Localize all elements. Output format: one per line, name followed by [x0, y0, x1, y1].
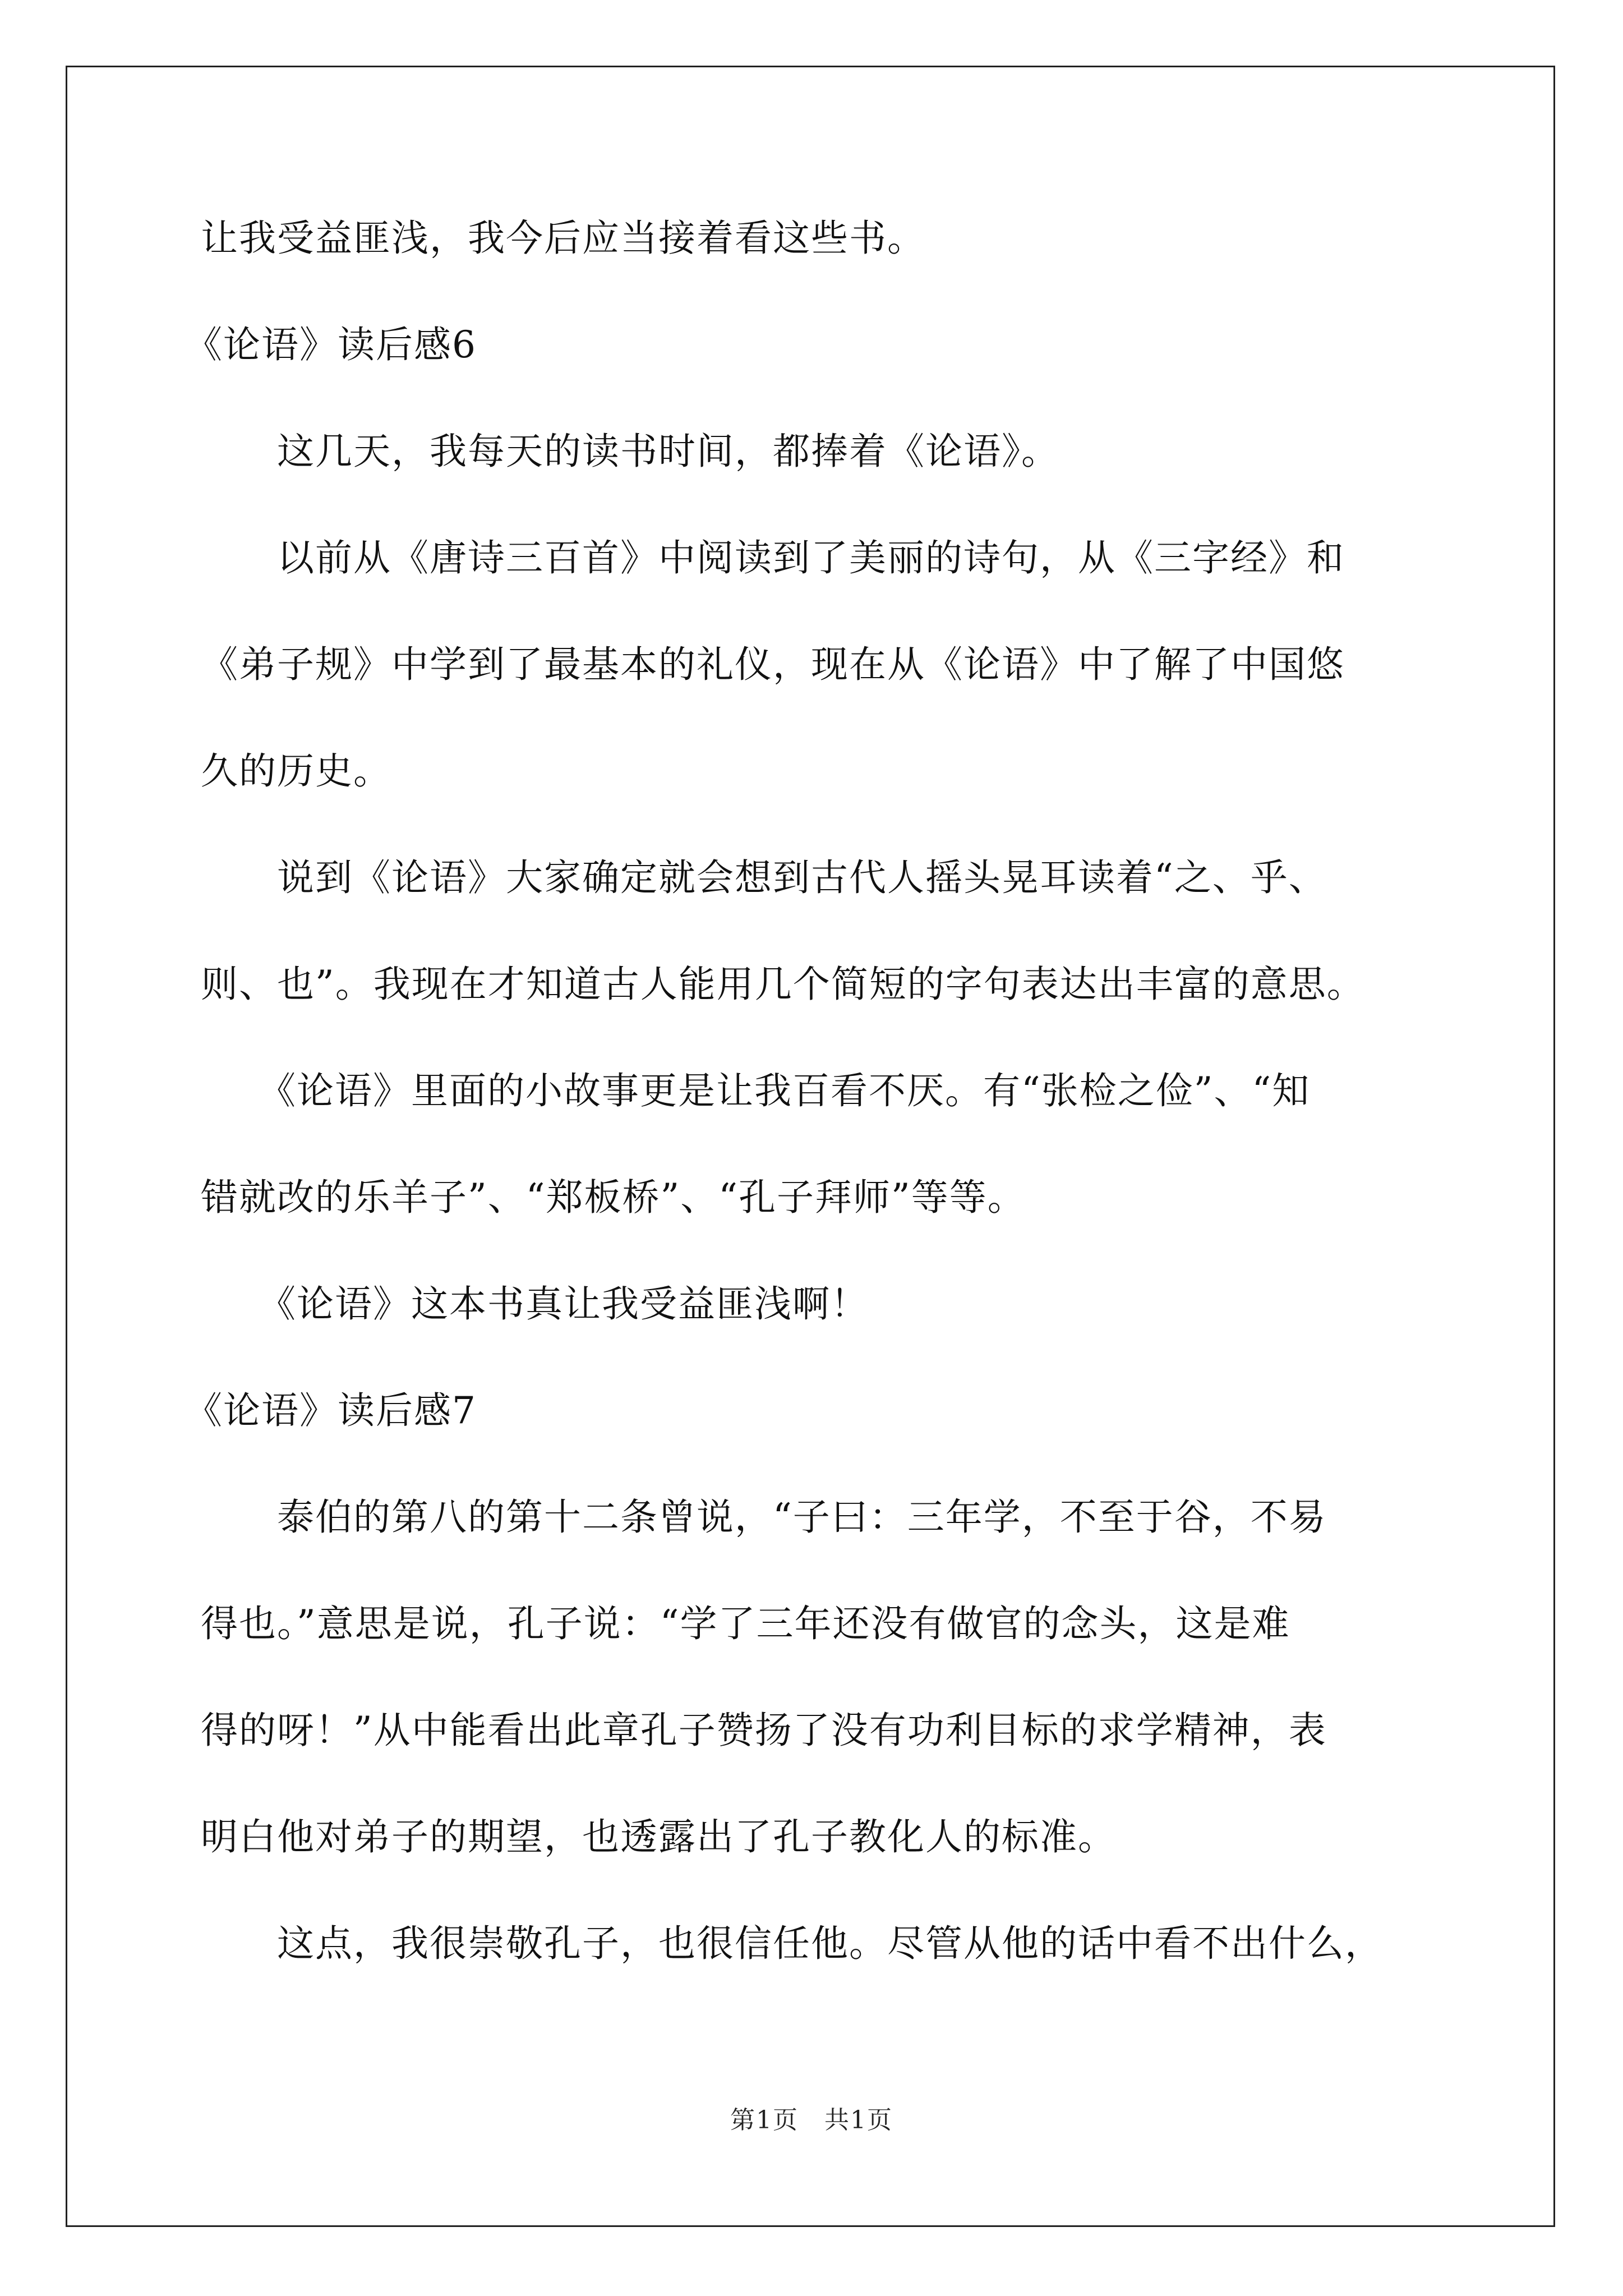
body-line: 明白他对弟子的期望，也透露出了孔子教化人的标准。 — [201, 1815, 1116, 1858]
body-line: 得也。”意思是说，孔子说：“学了三年还没有做官的念头，这是难 — [201, 1602, 1290, 1645]
body-line: 这点，我很崇敬孔子，也很信任他。尽管从他的话中看不出什么， — [201, 1922, 1383, 1965]
body-line: 则、也”。我现在才知道古人能用几个简短的字句表达出丰富的意思。 — [201, 963, 1365, 1006]
body-line: 久的历史。 — [201, 749, 391, 793]
body-line: 以前从《唐诗三百首》中阅读到了美丽的诗句，从《三字经》和 — [201, 536, 1345, 579]
body-line: 《论语》里面的小故事更是让我百看不厌。有“张检之俭”、“知 — [201, 1069, 1311, 1112]
body-line: 这几天，我每天的读书时间，都捧着《论语》。 — [201, 430, 1059, 473]
body-line: 《弟子规》中学到了最基本的礼仪，现在从《论语》中了解了中国悠 — [201, 643, 1345, 686]
page-number-current: 第1页 — [730, 2106, 799, 2134]
page-number-total: 共1页 — [824, 2106, 893, 2134]
page-footer — [0, 2104, 1623, 2137]
section-heading: 《论语》读后感6 — [185, 323, 477, 366]
body-line: 泰伯的第八的第十二条曾说，“子曰：三年学，不至于谷，不易 — [201, 1496, 1327, 1539]
page-border — [66, 66, 1555, 2227]
body-line: 让我受益匪浅，我今后应当接着看这些书。 — [201, 217, 925, 260]
body-line: 错就改的乐羊子”、“郑板桥”、“孔子拜师”等等。 — [201, 1176, 1026, 1219]
body-line: 得的呀！”从中能看出此章孔子赞扬了没有功利目标的求学精神，表 — [201, 1709, 1327, 1752]
body-line: 说到《论语》大家确定就会想到古代人摇头晃耳读着“之、乎、 — [201, 856, 1327, 899]
section-heading: 《论语》读后感7 — [185, 1389, 477, 1432]
body-line: 《论语》这本书真让我受益匪浅啊！ — [201, 1282, 869, 1326]
